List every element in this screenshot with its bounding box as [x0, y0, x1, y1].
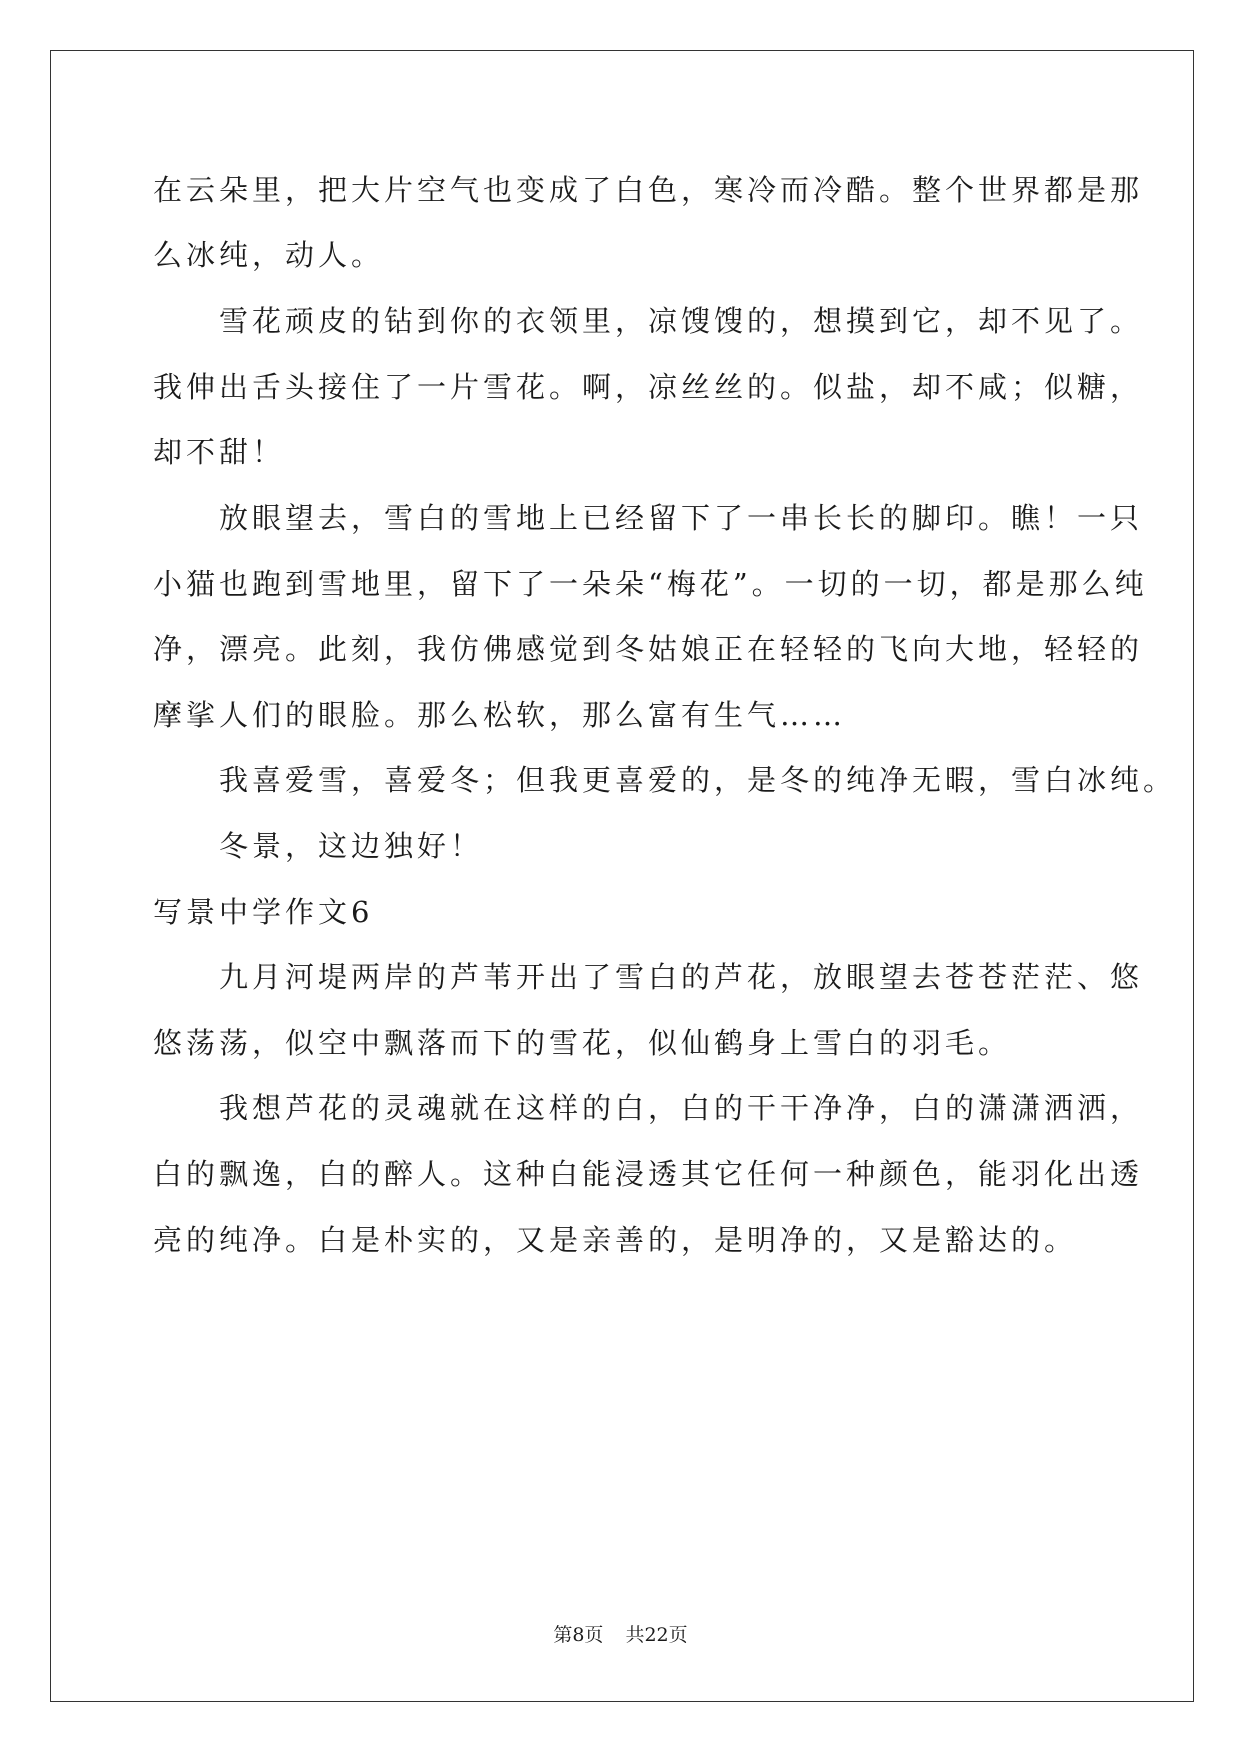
section-heading: 写景中学作文6 — [153, 895, 374, 929]
text-line: 在云朵里，把大片空气也变成了白色，寒冷而冷酷。整个世界都是那 — [153, 173, 1144, 207]
text-line: 么冰纯，动人。 — [153, 238, 385, 272]
text-line: 我喜爱雪，喜爱冬；但我更喜爱的，是冬的纯净无暇，雪白冰纯。 — [153, 763, 1177, 797]
text-line: 雪花顽皮的钻到你的衣领里，凉馊馊的，想摸到它，却不见了。 — [153, 304, 1144, 338]
text-line: 摩挲人们的眼脸。那么松软，那么富有生气…… — [153, 698, 847, 732]
text-line: 却不甜！ — [153, 435, 286, 469]
text-line: 悠荡荡，似空中飘落而下的雪花，似仙鹤身上雪白的羽毛。 — [153, 1026, 1012, 1060]
page-total: 共22页 — [625, 1624, 688, 1646]
text-line: 放眼望去，雪白的雪地上已经留下了一串长长的脚印。瞧！一只 — [153, 501, 1144, 535]
page-number: 第8页 — [553, 1624, 604, 1646]
text-line: 净，漂亮。此刻，我仿佛感觉到冬姑娘正在轻轻的飞向大地，轻轻的 — [153, 632, 1144, 666]
text-line: 冬景，这边独好！ — [153, 829, 484, 863]
text-line: 白的飘逸，白的醉人。这种白能浸透其它任何一种颜色，能羽化出透 — [153, 1157, 1144, 1191]
text-line: 我伸出舌头接住了一片雪花。啊，凉丝丝的。似盐，却不咸；似糖， — [153, 370, 1144, 404]
text-line: 我想芦花的灵魂就在这样的白，白的干干净净，白的潇潇洒洒， — [153, 1091, 1144, 1125]
page-footer — [0, 1623, 1241, 1647]
text-line: 小猫也跑到雪地里，留下了一朵朵“梅花”。一切的一切，都是那么纯 — [153, 567, 1148, 601]
text-line: 九月河堤两岸的芦苇开出了雪白的芦花，放眼望去苍苍茫茫、悠 — [153, 960, 1144, 994]
text-line: 亮的纯净。白是朴实的，又是亲善的，是明净的，又是豁达的。 — [153, 1223, 1078, 1257]
page-border — [50, 50, 1194, 1702]
